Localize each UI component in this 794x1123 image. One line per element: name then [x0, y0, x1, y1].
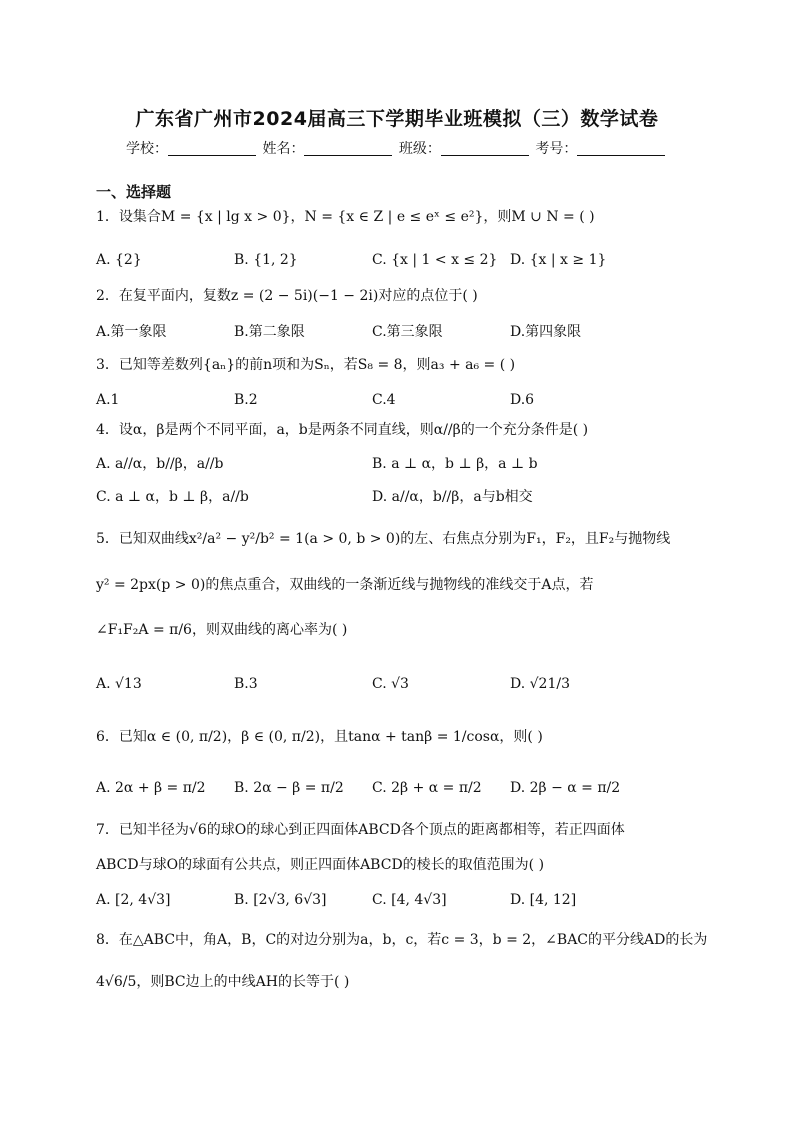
exam-title: 广东省广州市2024届高三下学期毕业班模拟（三）数学试卷: [135, 108, 659, 130]
name-blank: [304, 141, 392, 156]
q3-option-a: A.1: [96, 392, 120, 408]
q7-option-c: C. [4, 4√3]: [372, 892, 447, 908]
question-1-stem: 1．设集合M = {x | lg x > 0}，N = {x ∈ Z | e ≤ eˣ ≤ e²}，则M ∪ N = ( ): [96, 209, 595, 225]
q6-option-d: D. 2β − α = π/2: [510, 780, 621, 796]
q4-option-d: D. a//α，b//β，a与b相交: [372, 489, 533, 505]
q7-option-a: A. [2, 4√3]: [96, 892, 171, 908]
question-2-stem: 2．在复平面内，复数z = (2 − 5i)(−1 − 2i)对应的点位于( ): [96, 288, 478, 304]
class-label: 班级：: [398, 141, 441, 157]
name-label: 姓名：: [262, 141, 305, 157]
student-info-row: [126, 138, 667, 158]
q1-option-a: A. {2}: [96, 252, 142, 268]
q2-option-a: A.第一象限: [96, 324, 167, 340]
q3-option-d: D.6: [510, 392, 535, 408]
q1-option-c: C. {x | 1 < x ≤ 2}: [372, 252, 498, 268]
question-5-stem-line-1: 5．已知双曲线x²/a² − y²/b² = 1(a > 0, b > 0)的左、右焦点分别为F₁，F₂，且F₂与抛物线: [96, 531, 671, 547]
q5-option-b: B.3: [234, 676, 258, 692]
question-7-stem-line-1: 7．已知半径为√6的球O的球心到正四面体ABCD各个顶点的距离都相等，若正四面体: [96, 822, 625, 838]
q4-option-c: C. a ⊥ α，b ⊥ β，a//b: [96, 489, 249, 505]
question-5-stem-line-3: ∠F₁F₂A = π/6，则双曲线的离心率为( ): [96, 622, 348, 638]
q2-option-c: C.第三象限: [372, 324, 443, 340]
section-heading: 一、选择题: [96, 183, 172, 201]
q6-option-b: B. 2α − β = π/2: [234, 780, 344, 796]
question-7-stem-line-2: ABCD与球O的球面有公共点，则正四面体ABCD的棱长的取值范围为( ): [96, 857, 545, 873]
q4-option-b: B. a ⊥ α，b ⊥ β，a ⊥ b: [372, 456, 538, 472]
q7-option-b: B. [2√3, 6√3]: [234, 892, 327, 908]
q5-option-a: A. √13: [96, 676, 142, 692]
question-8-stem-line-2: 4√6/5，则BC边上的中线AH的长等于( ): [96, 974, 350, 990]
q7-option-d: D. [4, 12]: [510, 892, 577, 908]
school-label: 学校：: [126, 141, 168, 157]
q4-option-a: A. a//α，b//β，a//b: [96, 456, 224, 472]
q3-option-b: B.2: [234, 392, 258, 408]
q1-option-b: B. {1, 2}: [234, 252, 298, 268]
q2-option-b: B.第二象限: [234, 324, 305, 340]
q6-option-c: C. 2β + α = π/2: [372, 780, 482, 796]
question-3-stem: 3．已知等差数列{aₙ}的前n项和为Sₙ，若S₈ = 8，则a₃ + a₆ = ( ): [96, 357, 516, 373]
class-blank: [441, 141, 529, 156]
q5-option-d: D. √21/3: [510, 676, 570, 692]
q5-option-c: C. √3: [372, 676, 409, 692]
exam-number-label: 考号：: [535, 141, 578, 157]
school-blank: [168, 141, 256, 156]
exam-number-blank: [577, 141, 665, 156]
q2-option-d: D.第四象限: [510, 324, 582, 340]
question-8-stem-line-1: 8．在△ABC中，角A，B，C的对边分别为a，b，c，若c = 3，b = 2，∠BAC的平分线AD的长为: [96, 932, 708, 948]
question-6-stem: 6．已知α ∈ (0, π/2)，β ∈ (0, π/2)，且tanα + tanβ = 1/cosα，则( ): [96, 729, 543, 745]
q6-option-a: A. 2α + β = π/2: [96, 780, 206, 796]
question-5-stem-line-2: y² = 2px(p > 0)的焦点重合，双曲线的一条渐近线与抛物线的准线交于A点，若: [96, 577, 594, 593]
q3-option-c: C.4: [372, 392, 396, 408]
q1-option-d: D. {x | x ≥ 1}: [510, 252, 607, 268]
question-4-stem: 4．设α，β是两个不同平面，a，b是两条不同直线，则α//β的一个充分条件是( ): [96, 422, 589, 438]
